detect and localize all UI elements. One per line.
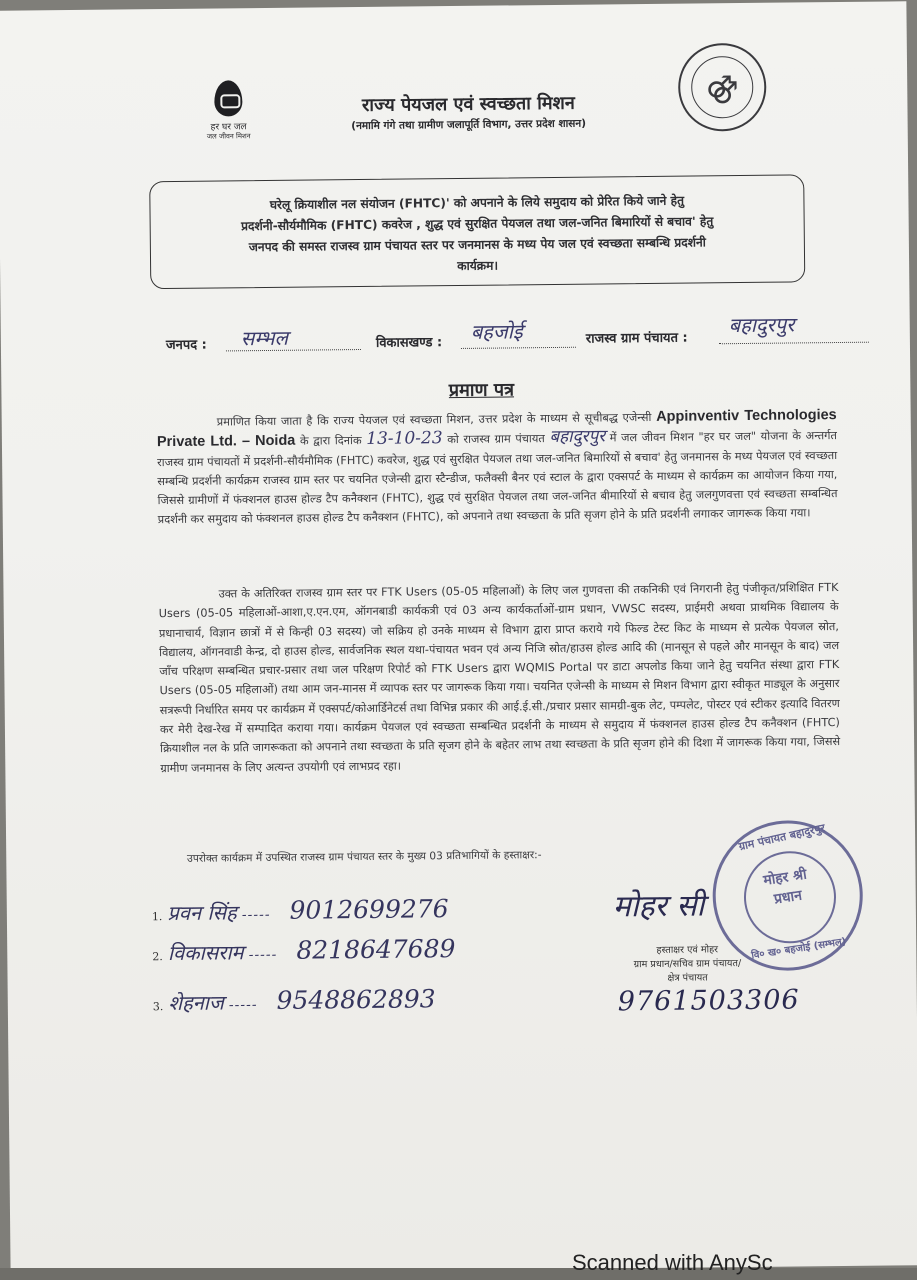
program-date: 13-10-23	[366, 428, 443, 450]
participant-phone: 8218647689	[296, 934, 456, 965]
label-line: हस्ताक्षर एवं मोहर	[656, 944, 719, 956]
bow-arrow-emblem-icon: ⚣	[691, 56, 754, 119]
program-topic-box	[149, 174, 805, 289]
paragraph-text: में जल जीवन मिशन "हर घर जल" योजना के अन्तर्गत राजस्व ग्राम पंचायतों में प्रदर्शनी-सौर्यमौमिक (FHTC) कवरेज, शुद्ध एवं सुरक्षित पेयजल तथा जल-जनित बिमारियों से बचाव' हेतु जनमानस के मध्य पेयजल एवं स्वच्छता सम्बन्धि प्रदर्शनी कार्यक्रम राजस्व ग्राम स्तर पर चयनित एजेन्सी द्वारा स्टैन्डीज, फलैक्सी बैनर एवं स्टाल के द्वारा एक्सपर्ट के माध्यम से कार्यक्रम का आयोजन किया गया, जिससे ग्रामीणों में फंक्शनल हाउस होल्ड टैप कनैक्शन (FHTC), शुद्ध एवं सुरक्षित पेयजल तथा जल-जनित बीमारियों से बचाव हेतु जलगुणवत्ता एवं स्वच्छता सम्बन्धित प्रदर्शनी कर समुदाय को फंक्शनल हाउस होल्ड टैप कनैक्शन (FHTC), को अपनाने तथा स्वच्छता के प्रति सृजग होने के प्रति प्रदर्शनी लगाकर जागरूक किया गया।	[157, 429, 838, 527]
paragraph-text: को राजस्व ग्राम पंचायत	[447, 432, 545, 447]
gp-name-handwritten: बहादुरपुर	[549, 426, 606, 448]
certificate-paragraph-1	[157, 406, 838, 530]
block-value: बहजोई	[470, 319, 523, 344]
topic-line: प्रदर्शनी-सौर्यमौमिक (FHTC) कवरेज , शुद्ध एवं सुरक्षित पेयजल तथा जल-जनित बिमारियों से बचाव' हेतु	[240, 214, 714, 234]
mission-title: राज्य पेयजल एवं स्वच्छता मिशन	[361, 92, 575, 116]
pradhan-phone: 9761503306	[617, 984, 800, 1018]
logo-line1: हर घर जल	[210, 122, 247, 133]
participant-row: 1. प्रवन सिंह ----- 9012699276	[151, 894, 449, 926]
certificate-paragraph-2	[158, 578, 840, 778]
participant-phone: 9548862893	[276, 984, 436, 1015]
topic-line: कार्यक्रम।	[457, 258, 499, 273]
up-government-seal	[678, 43, 767, 132]
document-content	[0, 1, 917, 1274]
stamp-ring-bottom: वि० ख० बहजोई (सम्भल)	[750, 936, 848, 962]
participant-signature: विकासराम	[167, 940, 244, 966]
gram-panchayat-value: बहादुरपुर	[728, 312, 795, 338]
har-ghar-jal-logo	[188, 80, 269, 142]
water-drop-icon	[214, 80, 242, 116]
participant-row: 3. शेहनाज ----- 9548862893	[152, 984, 436, 1016]
gram-panchayat-label: राजस्व ग्राम पंचायत :	[585, 330, 688, 347]
participant-signature: प्रवन सिंह	[167, 900, 237, 926]
agency-name: Appinventiv Technologies Private Ltd. – Noida	[156, 407, 837, 451]
participants-signature-note: उपरोक्त कार्यक्रम में उपस्थित राजस्व ग्राम पंचायत स्तर के मुख्य 03 प्रतिभागियों के हस्ताक्षर:-	[186, 849, 542, 865]
mission-subtitle: (नमामि गंगे तथा ग्रामीण जलापूर्ति विभाग, उत्तर प्रदेश शासन)	[351, 117, 587, 133]
participant-number: 3.	[152, 1000, 164, 1014]
block-line	[461, 347, 576, 349]
participant-number: 2.	[152, 950, 163, 964]
block-label: विकासखण्ड :	[375, 335, 443, 351]
paragraph-text: प्रमाणित किया जाता है कि राज्य पेयजल एवं स्वच्छता मिशन, उत्तर प्रदेश के माध्यम से सूचीबद्ध एजेन्सी	[216, 410, 652, 429]
document-page	[0, 1, 917, 1274]
participant-phone: 9012699276	[289, 894, 449, 925]
stamp-ring-top: ग्राम पंचायत बहादुरपुर	[737, 821, 827, 854]
label-line: क्षेत्र पंचायत	[667, 972, 708, 984]
stamp-center: मोहर श्री प्रधान	[762, 866, 808, 908]
logo-line2: जल जीवन मिशन	[206, 132, 251, 141]
participant-row: 2. विकासराम ----- 8218647689	[152, 934, 456, 966]
topic-line: घरेलू क्रियाशील नल संयोजन (FHTC)' को अपनाने के लिये समुदाय को प्रेरित किये जाने हेतु	[269, 193, 685, 212]
scanner-watermark: Scanned with AnySc	[572, 1250, 773, 1275]
gram-panchayat-line	[719, 342, 869, 345]
paragraph-text: के द्वारा दिनांक	[299, 434, 362, 448]
participant-number: 1.	[151, 910, 163, 924]
participant-signature: शेहनाज	[168, 990, 224, 1016]
paragraph-text: उक्त के अतिरिक्त राजस्व ग्राम स्तर पर FTK Users (05-05 महिलाओं) के लिए जल गुणवत्ता की तकनिकी एवं निगरानी हेतु पंजीकृत/प्रशिक्षित FTK Users (05-05 महिलाओं-आशा,ए.एन.एम, ऑगनबाडी कार्यकत्री एवं 03 अन्य कार्यकर्ताओं-ग्राम प्रधान, VWSC सदस्य, प्राईमरी अथवा प्राथमिक विद्यालय के प्रधानाचार्य, विज्ञान छात्रों में से किन्ही 03 सदस्य) जो सक्रिय हो उनके माध्यम से विभाग द्वारा प्राप्त कराये गये फिल्ड टेस्ट किट के माध्यम से प्रत्येक पेयजल स्रोत, विद्यालय, ऑगनवाडी केन्द्र, दो हाउस होल्ड, सार्वजनिक स्थल यथा-पंचायत भवन एवं अन्य निजि स्रोत/हाउस होल्ड आदि की (मानसून से पहले और मानसून के बाद) जल जाँच परिक्षण सम्बन्धित प्रचार-प्रसार तथा जल परिक्षण रिपोर्ट को FTK Users द्वारा WQMIS Portal पर डाटा अपलोड किया जाने हेतु चयनित संस्था द्वारा FTK Users (05-05 महिलाओं) तथा आम जन-मानस में व्यापक स्तर पर जागरूक किया गया। चयनित एजेन्सी के माध्यम से मिशन विभाग द्वारा स्वीकृत माड्यूल के अनुसार सत्ररूपी निर्धारित समय पर कार्यक्रम में एक्सपर्ट/कोआर्डिनेटर्स तथा विभिन्न प्रकार की आई.ई.सी./प्रचार प्रसार सामग्री-बुक लेट, पम्पलेट, पोस्टर एवं स्टीकर इत्यादि वितरण कर मेरी देख-रेख में सम्पादित कराया गया। कार्यक्रम पेयजल एवं स्वच्छता सम्बन्धित प्रदर्शनी के माध्यम से समुदाय में फंक्शनल हाउस होल्ड टैप कनैक्शन (FHTC) क्रियाशील नल के प्रति जागरूकता को अपनाने तथा स्वच्छता के प्रति सृजग होने के बहेतर लाभ तथा स्वच्छता के प्रति सृजग होने की दिशा में जागरूक किया गया, जिससे ग्रामीण जनमानस के लिए अत्यन्त उपयोगी एवं लाभप्रद रहा।	[158, 581, 841, 775]
district-label: जनपद :	[165, 337, 207, 354]
district-value: सम्भल	[240, 325, 289, 351]
certificate-title: प्रमाण पत्र	[448, 379, 515, 402]
pradhan-signature: मोहर सी	[612, 888, 705, 925]
topic-line: जनपद की समस्त राजस्व ग्राम पंचायत स्तर पर जनमानस के मध्य पेय जल एवं स्वच्छता सम्बन्धि प्रदर्शनी	[248, 235, 706, 255]
location-fields	[161, 312, 881, 354]
scanner-bottom-strip	[0, 1268, 917, 1280]
label-line: ग्राम प्रधान/सचिव ग्राम पंचायत/	[633, 958, 742, 971]
